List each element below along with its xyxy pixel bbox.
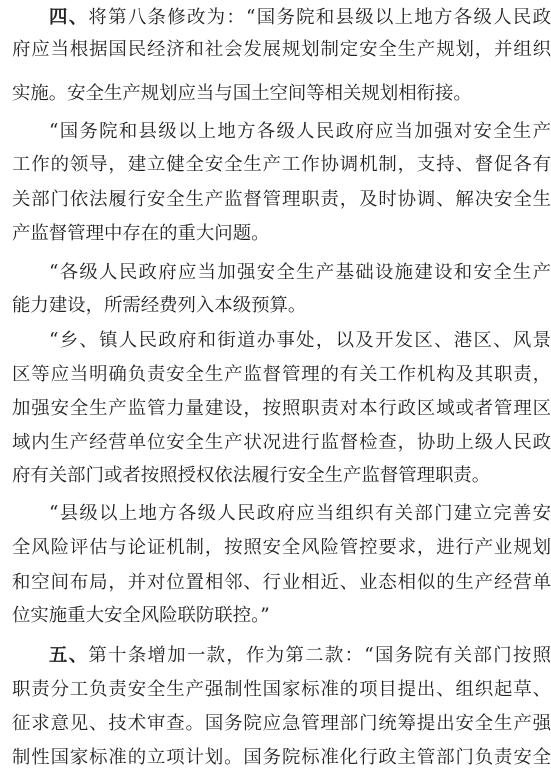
- paragraph-text: 第十条增加一款，作为第二款：“国务院有关部门按照: [88, 645, 551, 666]
- paragraph-text: 将第八条修改为：“国务院和县级以上地方各级人民政: [88, 7, 551, 28]
- paragraph-1-line-2: 府应当根据国民经济和社会发展规划制定安全生产规划，并组织: [12, 39, 551, 60]
- paragraph-2-line-4: 产监督管理中存在的重大问题。: [12, 223, 270, 244]
- paragraph-3-line-2: 能力建设，所需经费列入本级预算。: [12, 295, 307, 316]
- paragraph-4-line-4: 域内生产经营单位安全生产状况进行监督检查，协助上级人民政: [12, 432, 551, 453]
- paragraph-4-line-1: “乡、镇人民政府和街道办事处，以及开发区、港区、风景: [49, 330, 551, 351]
- paragraph-5-line-2: 全风险评估与论证机制，按照安全风险管控要求，进行产业规划: [12, 537, 551, 558]
- paragraph-4-line-3: 加强安全生产监管力量建设，按照职责对本行政区域或者管理区: [12, 398, 551, 419]
- paragraph-5-line-1: “县级以上地方各级人民政府应当组织有关部门建立完善安: [49, 503, 551, 524]
- paragraph-3-line-1: “各级人民政府应当加强安全生产基础设施建设和安全生产: [49, 262, 551, 283]
- paragraph-4-line-2: 区等应当明确负责安全生产监督管理的有关工作机构及其职责，: [12, 364, 551, 385]
- paragraph-2-line-3: 关部门依法履行安全生产监督管理职责，及时协调、解决安全生: [12, 189, 551, 210]
- paragraph-6-line-2: 职责分工负责安全生产强制性国家标准的项目提出、组织起草、: [12, 679, 551, 700]
- paragraph-6-line-4: 制性国家标准的立项计划。国务院标准化行政主管部门负责安全: [12, 747, 551, 768]
- paragraph-4-line-5: 府有关部门或者按照授权依法履行安全生产监督管理职责。: [12, 465, 491, 486]
- paragraph-5-line-3: 和空间布局，并对位置相邻、行业相近、业态相似的生产经营单: [12, 572, 551, 593]
- paragraph-2-line-2: 工作的领导，建立健全安全生产工作协调机制，支持、督促各有: [12, 154, 551, 175]
- paragraph-5-line-4: 位实施重大安全风险联防联控。”: [12, 605, 270, 626]
- section-number-4: 四、: [49, 7, 89, 28]
- paragraph-6-line-1: [0, 640, 551, 671]
- paragraph-2-line-1: “国务院和县级以上地方各级人民政府应当加强对安全生产: [49, 121, 551, 142]
- section-number-5: 五、: [49, 645, 89, 666]
- paragraph-1-line-1: [0, 2, 551, 33]
- paragraph-1-line-3: 实施。安全生产规划应当与国土空间等相关规划相衔接。: [12, 83, 472, 104]
- paragraph-6-line-3: 征求意见、技术审查。国务院应急管理部门统筹提出安全生产强: [12, 713, 551, 734]
